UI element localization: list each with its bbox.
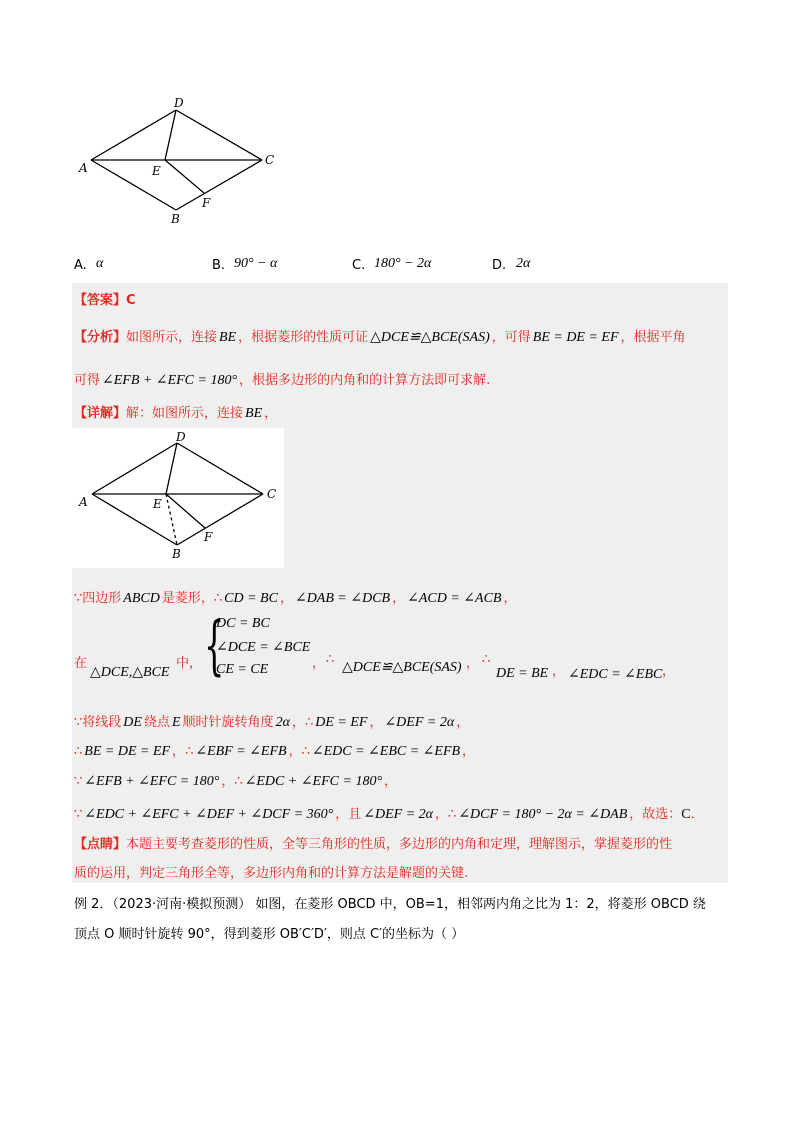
segment-AD [92,443,177,494]
step-6-end: ． [690,807,704,822]
analysis-text-2: ，根据菱形的性质可证 [238,330,369,345]
label-E: E [152,164,161,178]
step-2-sep-1: ， [312,656,326,671]
detail-tag: 【详解】 [74,406,127,421]
step-3-math-2alpha: 2α [275,715,290,730]
segment-CB [177,494,263,545]
detail-math-be: BE [245,406,263,421]
figure-1-rhombus [70,95,285,230]
analysis-tag: 【分析】 [74,330,127,345]
label-A: A [79,495,88,509]
step-1-math-angle-dab: ∠DAB = ∠DCB [294,591,391,606]
segment-DE [165,110,176,160]
label-F: F [204,530,213,544]
step-3-sep-1: ， [291,715,305,730]
segment-EF [166,494,205,528]
step-2-text-1: 在 [74,656,88,671]
step-4-sep-1: ， [172,744,186,759]
segment-AD [91,110,176,160]
segment-BA [92,494,177,545]
comment-text-1: 本题主要考查菱形的性质，全等三角形的性质，多边形的内角和定理，理解图示，掌握菱形的性 [126,837,673,852]
options-row [74,256,674,276]
step-1-end: ， [503,591,517,606]
therefore-symbol: ∴ [185,744,194,759]
step-3-math-e: E [171,715,181,730]
step-5-math-efb-efc: ∠EFB + ∠EFC = 180° [84,774,220,789]
therefore-symbol: ∴ [213,591,223,606]
label-B: B [172,547,181,561]
analysis-text-1: 如图所示，连接 [126,330,218,345]
step-3-text-2: 绕点 [143,715,170,730]
example-2-line-2: 顶点 O 顺时针旋转 90°，得到菱形 OB′C′D′，则点 C′的坐标为（ ） [74,927,465,942]
step-3-sep-2: ， [369,715,383,730]
therefore-symbol: ∴ [326,652,335,667]
segment-DE [166,443,177,494]
step-1-math-abcd: ABCD [123,591,160,606]
label-B: B [171,212,180,226]
therefore-symbol: ∴ [304,715,314,730]
step-2-math-congruence: △DCE≌△BCE(SAS) [342,660,462,675]
comment-text-2: 质的运用，判定三角形全等，多边形内角和的计算方法是解题的关键. [74,866,469,881]
analysis-text-5: 可得 [74,373,101,388]
answer-tag: 【答案】 [74,293,127,308]
system-line-1: DC = BC [216,616,270,631]
therefore-symbol: ∴ [448,807,457,822]
step-1-text-1: 四边形 [82,591,122,606]
therefore-symbol: ∴ [482,652,491,667]
step-6-math-angle-dcf: ∠DCF = 180° − 2α = ∠DAB [458,807,628,822]
analysis-text-6: ，根据多边形的内角和的计算方法即可求解. [239,373,491,388]
step-1-sep-2: ， [392,591,406,606]
step-2-sep-2: ， [466,656,480,671]
segment-DC [176,110,262,160]
step-1-sep-1: ， [279,591,293,606]
step-1-math-cd-bc: CD = BC [224,591,278,606]
step-3-text-3: 顺时针旋转角度 [182,715,274,730]
step-5 [74,770,397,790]
detail-line [74,402,277,422]
label-A: A [79,161,88,175]
analysis-text-3: ，可得 [491,330,531,345]
option-c-label: C. [352,258,366,273]
analysis-text-4: ，根据平角 [620,330,686,345]
step-1-math-angle-acd: ∠ACD = ∠ACB [407,591,502,606]
option-a-label: A. [74,258,87,273]
analysis-line-2 [74,369,490,389]
therefore-symbol: ∴ [234,774,243,789]
step-6-text-1: ，且 [335,807,362,822]
detail-text-1: 解：如图所示，连接 [126,406,244,421]
comment-tag: 【点睛】 [74,837,127,852]
segment-BA [91,160,176,210]
analysis-line-1 [74,326,686,346]
step-6-answer: C [681,807,691,822]
system-brace: { [204,609,225,683]
step-4-math-angle-edc: ∠EDC = ∠EBC = ∠EFB [311,744,461,759]
segment-DC [177,443,263,494]
label-F: F [202,196,211,210]
system-line-2: ∠DCE = ∠BCE [216,640,311,655]
step-3 [74,711,469,731]
label-C: C [267,487,277,501]
example-2-line-1: 例 2．（2023·河南·模拟预测） 如图，在菱形 OBCD 中，OB=1，相邻两内角之比为 1：2，将菱形 OBCD 绕 [74,897,706,912]
answer-value: C [126,293,136,308]
step-6 [74,803,704,823]
segment-EF [165,160,204,193]
answer-line [74,289,136,308]
step-3-math-de: DE [123,715,142,730]
comment-line-2 [74,862,468,881]
step-4-math-be-de-ef: BE = DE = EF [84,744,171,759]
step-5-math-edc-efc: ∠EDC + ∠EFC = 180° [244,774,383,789]
step-1 [74,587,516,607]
step-2-text-2: 中， [176,656,203,671]
step-2-sep-3: ， [552,664,566,679]
analysis-math-angle-sum: ∠EFB + ∠EFC = 180° [102,373,238,388]
step-5-end: ， [384,774,398,789]
step-6-sep-1: ， [435,807,449,822]
step-2-math-angle-edc: ∠EDC = ∠EBC [568,667,663,682]
because-symbol: ∵ [74,807,83,822]
step-2-end: ， [662,664,676,679]
detail-text-2: ， [264,406,278,421]
option-d-value: 2α [516,256,531,271]
step-6-math-angle-def: ∠DEF = 2α [363,807,434,822]
step-4-sep-2: ， [288,744,302,759]
step-6-text-2: ，故选： [629,807,682,822]
step-2-math-triangles: △DCE,△BCE [90,665,170,680]
comment-line-1 [74,833,672,852]
therefore-symbol: ∴ [74,744,83,759]
step-2-math-de-be: DE = BE [496,666,549,681]
step-1-text-2: 是菱形， [161,591,214,606]
step-4-math-angle-ebf: ∠EBF = ∠EFB [195,744,287,759]
option-c-value: 180° − 2α [374,256,432,271]
step-6-math-angle-sum-360: ∠EDC + ∠EFC + ∠DEF + ∠DCF = 360° [84,807,334,822]
analysis-math-be: BE [219,330,237,345]
label-D: D [176,430,186,444]
figure-2-rhombus [72,428,284,568]
analysis-math-equal: BE = DE = EF [532,330,619,345]
option-a-value: α [96,256,104,271]
step-3-math-de-ef: DE = EF [315,715,368,730]
step-3-text-1: 将线段 [82,715,122,730]
because-symbol: ∵ [74,774,83,789]
label-C: C [265,153,275,167]
step-3-math-angle-def: ∠DEF = 2α [384,715,455,730]
step-4-end: ， [462,744,476,759]
step-3-end: ， [456,715,470,730]
step-5-sep-1: ， [221,774,235,789]
because-symbol: ∵ [74,591,83,606]
option-b-label: B. [212,258,226,273]
segment-CB [176,160,262,210]
therefore-symbol: ∴ [301,744,310,759]
label-D: D [174,96,184,110]
system-line-3: CE = CE [216,662,269,677]
analysis-math-congruence: △DCE≌△BCE(SAS) [370,330,490,345]
step-4 [74,740,475,760]
option-b-value: 90° − α [234,256,278,271]
because-symbol: ∵ [74,715,83,730]
option-d-label: D. [492,258,507,273]
label-E: E [153,497,162,511]
